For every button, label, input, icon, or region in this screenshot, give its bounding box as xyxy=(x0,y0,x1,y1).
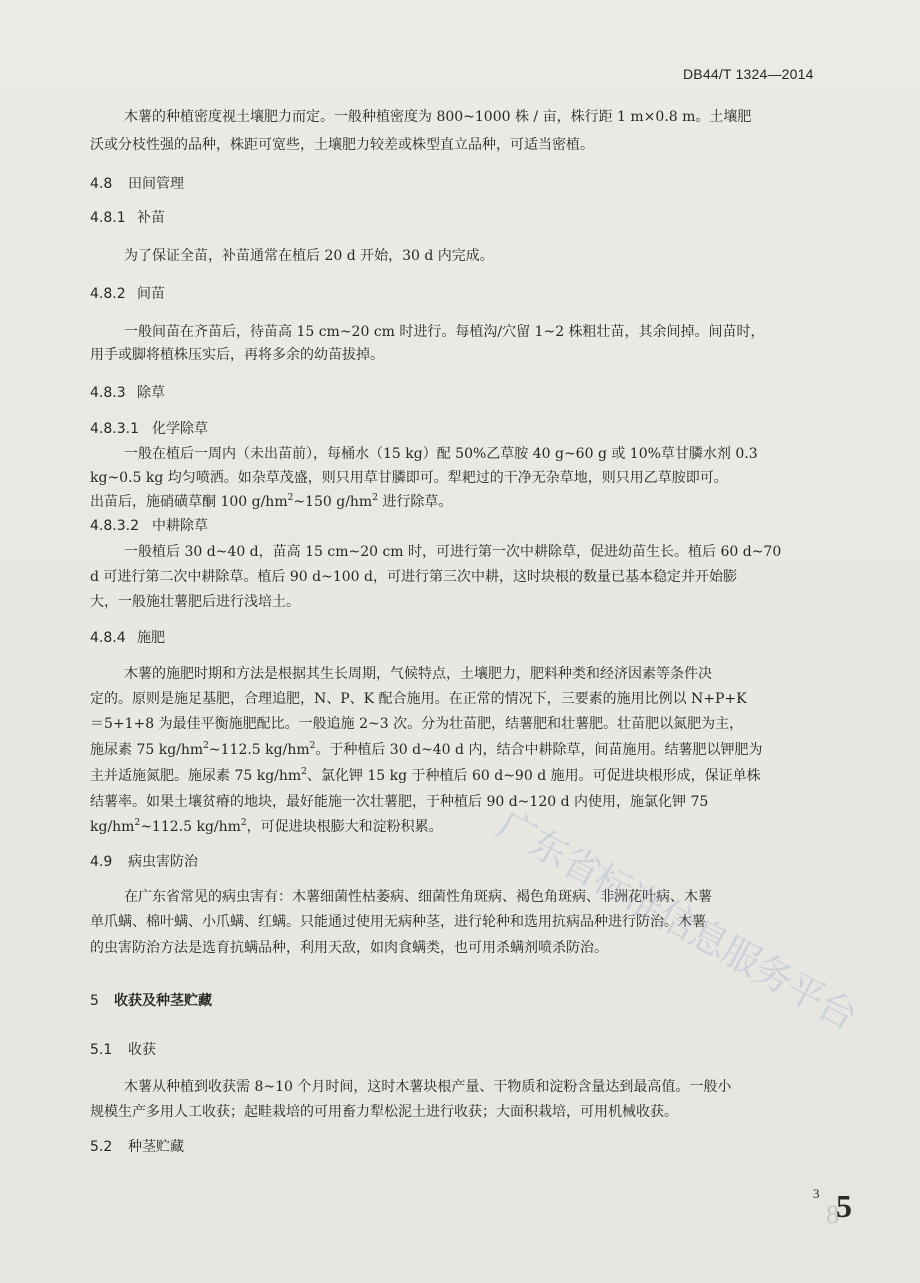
text-line: 在广东省常见的病虫害有：木薯细菌性枯萎病、细菌性角斑病、褐色角斑病、非洲花叶病、木薯 xyxy=(124,889,712,905)
text-line: 结薯率。如果土壤贫瘠的地块，最好能施一次壮薯肥，于种植后 90 d~120 d 内使用，施氯化钾 75 xyxy=(90,794,709,810)
text-line: kg~0.5 kg 均匀喷洒。如杂草茂盛，则只用草甘膦即可。犁耙过的干净无杂草地，则只用乙草胺即可。 xyxy=(90,470,728,486)
section-heading-4-8-3-2 xyxy=(90,518,208,534)
watermark-char: 省 xyxy=(554,838,609,895)
text-line: 出苗后，施硝磺草酮 100 $g/hm^2\sim 150$ $g/hm^2$ 进行除草。 xyxy=(90,493,453,510)
section-number: 4.8.3.2 xyxy=(90,518,139,534)
text-line: 沃或分枝性强的品种，株距可宽些，土壤肥力较差或株型直立品种，可适当密植。 xyxy=(90,137,594,153)
section-heading-5-1 xyxy=(90,1042,156,1058)
section-title: 除草 xyxy=(137,385,165,401)
text-line: 木薯的种植密度视土壤肥力而定。一般种植密度为 800~1000 株 / 亩，株行距 1 m×0.8 m。土壤肥 xyxy=(124,109,752,125)
watermark-char: 务 xyxy=(746,946,801,1003)
section-number: 4.8 xyxy=(90,176,113,192)
watermark-char: 准 xyxy=(618,874,673,931)
text-line: 为了保证全苗，补苗通常在植后 20 d 开始，30 d 内完成。 xyxy=(124,248,494,264)
watermark-char: 东 xyxy=(522,820,577,877)
section-heading-4-8-1 xyxy=(90,210,165,226)
section-title: 化学除草 xyxy=(152,421,208,437)
watermark-char: 标 xyxy=(586,856,641,913)
text-line: 定的。原则是施足基肥，合理追肥，N、P、K 配合施用。在正常的情况下，三要素的施用比例以 N+P+K xyxy=(90,691,747,707)
text-line: 的虫害防治方法是选育抗螨品种，利用天敌，如肉食螨类，也可用杀螨剂喷杀防治。 xyxy=(90,940,608,956)
section-number: 4.8.3.1 xyxy=(90,421,139,437)
section-title: 收获 xyxy=(128,1042,156,1058)
standard-code: DB44/T 1324—2014 xyxy=(683,66,814,82)
section-title: 田间管理 xyxy=(128,176,184,192)
section-heading-4-8 xyxy=(90,176,184,192)
section-number: 4.8.4 xyxy=(90,630,126,646)
section-heading-4-9 xyxy=(90,854,198,870)
section-title: 收获及种茎贮藏 xyxy=(114,993,212,1009)
section-number: 4.8.2 xyxy=(90,286,126,302)
section-heading-5-2 xyxy=(90,1139,184,1155)
text-line: 一般植后 30 d~40 d，苗高 15 cm~20 cm 时，可进行第一次中耕除草，促进幼苗生长。植后 60 d~70 xyxy=(124,544,782,560)
section-number: 5.2 xyxy=(90,1139,113,1155)
section-number: 5.1 xyxy=(90,1042,113,1058)
section-title: 种茎贮藏 xyxy=(128,1139,184,1155)
section-title: 施肥 xyxy=(137,630,165,646)
section-heading-4-8-2 xyxy=(90,286,165,302)
stamp-shadow: 8 xyxy=(826,1200,839,1229)
text-line: 一般间苗在齐苗后，待苗高 15 cm~20 cm 时进行。每植沟/穴留 1~2 株粗壮苗，其余间掉。间苗时， xyxy=(124,324,765,340)
section-number: 4.8.1 xyxy=(90,210,126,226)
text-line: 规模生产多用人工收获；起畦栽培的可用畜力犁松泥土进行收获；大面积栽培，可用机械收获。 xyxy=(90,1104,678,1120)
section-number: 5 xyxy=(90,993,99,1009)
watermark-char: 信 xyxy=(650,892,705,949)
section-title: 病虫害防治 xyxy=(128,854,198,870)
text-line: 一般在植后一周内（未出苗前），每桶水（15 kg）配 50%乙草胺 40 g~60 g 或 10%草甘膦水剂 0.3 xyxy=(124,446,758,462)
text-line: ＝5+1+8 为最佳平衡施肥配比。一般追施 2~3 次。分为壮苗肥，结薯肥和壮薯肥。壮苗肥以氮肥为主， xyxy=(90,716,744,732)
section-heading-5 xyxy=(90,993,212,1009)
watermark-char: 台 xyxy=(810,982,865,1039)
watermark-char: 服 xyxy=(714,928,769,985)
text-line: 用手或脚将植株压实后，再将多余的幼苗拔掉。 xyxy=(90,347,384,363)
page-number: 3 xyxy=(813,1186,820,1201)
watermark xyxy=(490,800,865,1060)
section-heading-4-8-3 xyxy=(90,385,165,401)
section-number: 4.9 xyxy=(90,854,113,870)
watermark-char: 广 xyxy=(490,802,545,859)
text-line: 单爪螨、棉叶螨、小爪螨、红螨。只能通过使用无病种茎，进行轮种和选用抗病品种进行防治。木薯 xyxy=(90,914,706,930)
text-line: d 可进行第二次中耕除草。植后 90 d~100 d，可进行第三次中耕，这时块根的数量已基本稳定并开始膨 xyxy=(90,569,737,585)
text-line: 木薯的施肥时期和方法是根据其生长周期，气候特点，土壤肥力，肥料种类和经济因素等条件决 xyxy=(124,666,712,682)
text-line: 木薯从种植到收获需 8~10 个月时间，这时木薯块根产量、干物质和淀粉含量达到最高值。一般小 xyxy=(124,1079,732,1095)
stamp-number: 5 xyxy=(836,1188,852,1224)
watermark-char: 息 xyxy=(682,910,737,967)
section-heading-4-8-3-1 xyxy=(90,421,208,437)
text-line: 施尿素 75 $kg/hm^2\sim 112.5$ $kg/hm^2$。于种植后 30 d~40 d 内，结合中耕除草，间苗施用。结薯肥以钾肥为 xyxy=(90,741,763,758)
text-line: $kg/hm^2\sim 112.5$ $kg/hm^2$，可促进块根膨大和淀粉积累。 xyxy=(90,818,443,835)
text-line: 大，一般施壮薯肥后进行浅培土。 xyxy=(90,594,300,610)
text-line: 主并适施氮肥。施尿素 75 $kg/hm^2$、氯化钾 15 kg 于种植后 60 d~90 d 施用。可促进块根形成，保证单株 xyxy=(90,767,761,784)
section-number: 4.8.3 xyxy=(90,385,126,401)
section-title: 补苗 xyxy=(137,210,165,226)
section-title: 间苗 xyxy=(137,286,165,302)
section-title: 中耕除草 xyxy=(152,518,208,534)
watermark-char: 平 xyxy=(778,964,833,1021)
section-heading-4-8-4 xyxy=(90,630,165,646)
